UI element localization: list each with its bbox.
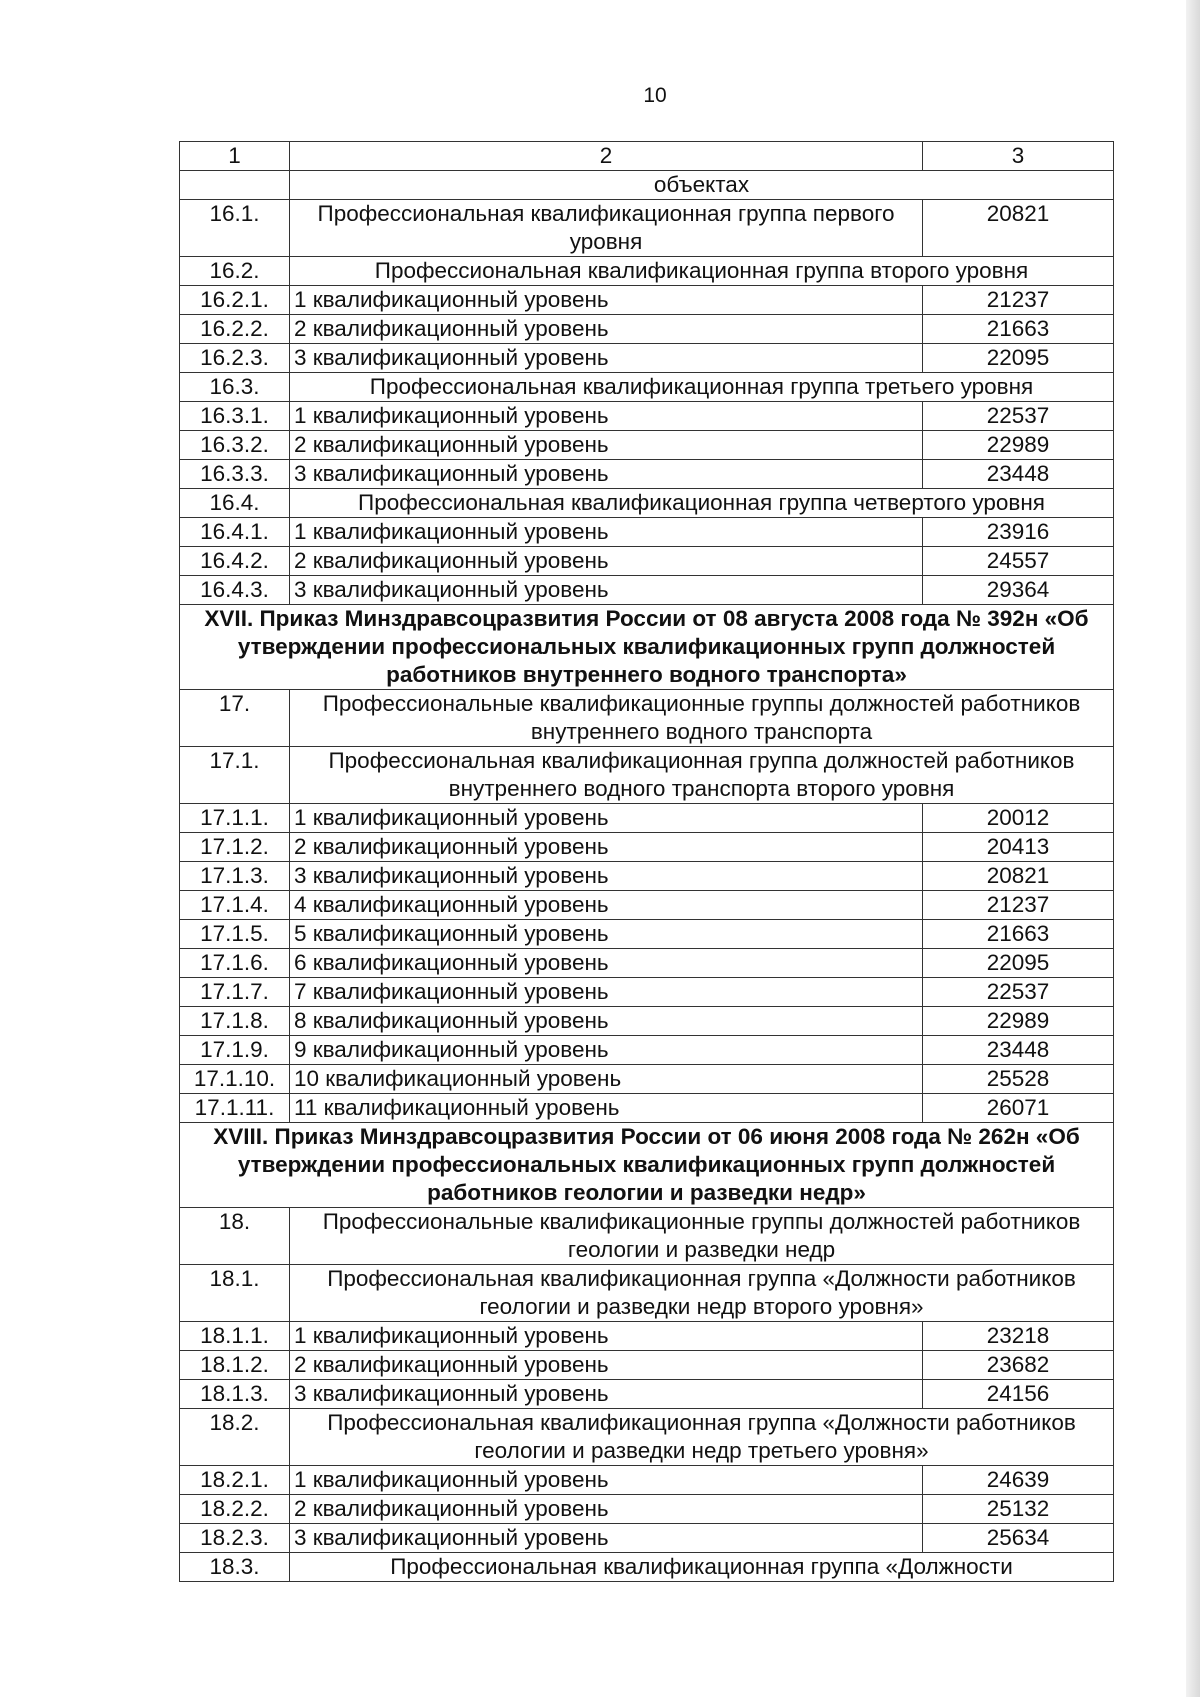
row-number: 17.1.3. — [180, 862, 290, 891]
salary-value: 22989 — [923, 431, 1114, 460]
level-row — [180, 431, 1114, 460]
row-number: 16.3.1. — [180, 402, 290, 431]
item-title: Профессиональная квалификационная группа первого уровня — [290, 200, 923, 257]
level-label: 2 квалификационный уровень — [290, 315, 923, 344]
level-label: 11 квалификационный уровень — [290, 1094, 923, 1123]
salary-value: 22537 — [923, 402, 1114, 431]
salary-value: 23448 — [923, 1036, 1114, 1065]
salary-value: 20821 — [923, 862, 1114, 891]
row-number: 18.1.3. — [180, 1380, 290, 1409]
salary-value: 21663 — [923, 315, 1114, 344]
order-title-row — [180, 605, 1114, 690]
group-title: Профессиональная квалификационная группа «Должности работников геологии и разведки недр второго уровня» — [290, 1265, 1114, 1322]
group-row — [180, 373, 1114, 402]
level-label: 1 квалификационный уровень — [290, 1466, 923, 1495]
group-row — [180, 1409, 1114, 1466]
level-label: 3 квалификационный уровень — [290, 1524, 923, 1553]
row-number: 16.2.3. — [180, 344, 290, 373]
salary-value: 24639 — [923, 1466, 1114, 1495]
continuation-text: объектах — [290, 171, 1114, 200]
row-number: 17.1.10. — [180, 1065, 290, 1094]
row-number: 18.2.2. — [180, 1495, 290, 1524]
row-number: 18.2.1. — [180, 1466, 290, 1495]
level-row — [180, 1495, 1114, 1524]
level-label: 1 квалификационный уровень — [290, 1322, 923, 1351]
level-row — [180, 1351, 1114, 1380]
level-row — [180, 1065, 1114, 1094]
level-label: 2 квалификационный уровень — [290, 1351, 923, 1380]
group-row — [180, 1208, 1114, 1265]
salary-value: 23682 — [923, 1351, 1114, 1380]
level-row — [180, 1524, 1114, 1553]
header-cell-3: 3 — [923, 142, 1114, 171]
group-title: Профессиональная квалификационная группа «Должности работников геологии и разведки недр третьего уровня» — [290, 1409, 1114, 1466]
row-number: 16.3.3. — [180, 460, 290, 489]
row-number: 16.4.1. — [180, 518, 290, 547]
row-number: 18.1.2. — [180, 1351, 290, 1380]
level-row — [180, 547, 1114, 576]
salary-value: 23916 — [923, 518, 1114, 547]
row-number: 16.4.3. — [180, 576, 290, 605]
level-row — [180, 920, 1114, 949]
level-row — [180, 286, 1114, 315]
salary-value: 26071 — [923, 1094, 1114, 1123]
salary-value: 25528 — [923, 1065, 1114, 1094]
group-row — [180, 257, 1114, 286]
level-row — [180, 518, 1114, 547]
salary-value: 20012 — [923, 804, 1114, 833]
level-row — [180, 402, 1114, 431]
group-title: Профессиональная квалификационная группа «Должности — [290, 1553, 1114, 1582]
row-number: 16.3.2. — [180, 431, 290, 460]
level-label: 1 квалификационный уровень — [290, 518, 923, 547]
group-row — [180, 1265, 1114, 1322]
level-label: 3 квалификационный уровень — [290, 460, 923, 489]
row-number: 17.1.6. — [180, 949, 290, 978]
group-row — [180, 489, 1114, 518]
row-number: 18.2.3. — [180, 1524, 290, 1553]
group-title: Профессиональные квалификационные группы должностей работников геологии и разведки недр — [290, 1208, 1114, 1265]
level-row — [180, 576, 1114, 605]
salary-value: 22095 — [923, 344, 1114, 373]
level-label: 6 квалификационный уровень — [290, 949, 923, 978]
level-row — [180, 315, 1114, 344]
row-number: 17.1.4. — [180, 891, 290, 920]
row-number: 16.2.1. — [180, 286, 290, 315]
level-label: 4 квалификационный уровень — [290, 891, 923, 920]
row-number: 17.1.9. — [180, 1036, 290, 1065]
row-number: 17.1.5. — [180, 920, 290, 949]
level-row — [180, 1380, 1114, 1409]
level-row — [180, 1466, 1114, 1495]
group-title: Профессиональная квалификационная группа третьего уровня — [290, 373, 1114, 402]
row-number: 18.2. — [180, 1409, 290, 1466]
row-number: 17.1.8. — [180, 1007, 290, 1036]
level-label: 7 квалификационный уровень — [290, 978, 923, 1007]
salary-value: 23448 — [923, 460, 1114, 489]
level-label: 10 квалификационный уровень — [290, 1065, 923, 1094]
salary-value: 23218 — [923, 1322, 1114, 1351]
salary-value: 21237 — [923, 286, 1114, 315]
level-row — [180, 949, 1114, 978]
row-number: 16.3. — [180, 373, 290, 402]
salary-value: 24557 — [923, 547, 1114, 576]
continuation-num-cell — [180, 171, 290, 200]
group-row — [180, 747, 1114, 804]
group-title: Профессиональные квалификационные группы должностей работников внутреннего водного транспорта — [290, 690, 1114, 747]
level-row — [180, 833, 1114, 862]
level-label: 3 квалификационный уровень — [290, 1380, 923, 1409]
salary-value: 20413 — [923, 833, 1114, 862]
salary-value: 25634 — [923, 1524, 1114, 1553]
level-label: 1 квалификационный уровень — [290, 286, 923, 315]
row-number: 16.4.2. — [180, 547, 290, 576]
order-title: XVII. Приказ Минздравсоцразвития России от 08 августа 2008 года № 392н «Об утверждении профессиональных квалификационных групп должностей работников внутреннего водного транспорта» — [180, 605, 1114, 690]
group-row — [180, 1553, 1114, 1582]
level-row — [180, 978, 1114, 1007]
level-label: 3 квалификационный уровень — [290, 862, 923, 891]
level-row — [180, 1322, 1114, 1351]
level-row — [180, 460, 1114, 489]
group-title: Профессиональная квалификационная группа второго уровня — [290, 257, 1114, 286]
level-label: 2 квалификационный уровень — [290, 431, 923, 460]
salary-value: 22095 — [923, 949, 1114, 978]
row-number: 17. — [180, 690, 290, 747]
level-row — [180, 1007, 1114, 1036]
group-title: Профессиональная квалификационная группа четвертого уровня — [290, 489, 1114, 518]
level-label: 1 квалификационный уровень — [290, 402, 923, 431]
salary-table — [179, 141, 1114, 1582]
row-number: 18.3. — [180, 1553, 290, 1582]
row-number: 18.1.1. — [180, 1322, 290, 1351]
row-number: 17.1.7. — [180, 978, 290, 1007]
header-cell-2: 2 — [290, 142, 923, 171]
level-label: 3 квалификационный уровень — [290, 576, 923, 605]
level-row — [180, 862, 1114, 891]
order-title-row — [180, 1123, 1114, 1208]
salary-value: 20821 — [923, 200, 1114, 257]
level-label: 1 квалификационный уровень — [290, 804, 923, 833]
row-number: 17.1.2. — [180, 833, 290, 862]
salary-table-body — [180, 142, 1114, 1582]
salary-value: 25132 — [923, 1495, 1114, 1524]
level-row — [180, 891, 1114, 920]
row-number: 16.2.2. — [180, 315, 290, 344]
level-row — [180, 1094, 1114, 1123]
salary-value: 24156 — [923, 1380, 1114, 1409]
header-cell-1: 1 — [180, 142, 290, 171]
row-number: 18. — [180, 1208, 290, 1265]
table-header-row — [180, 142, 1114, 171]
salary-value: 21237 — [923, 891, 1114, 920]
salary-value: 29364 — [923, 576, 1114, 605]
salary-value: 22989 — [923, 1007, 1114, 1036]
order-title: XVIII. Приказ Минздравсоцразвития России от 06 июня 2008 года № 262н «Об утверждении профессиональных квалификационных групп должностей работников геологии и разведки недр» — [180, 1123, 1114, 1208]
group-row — [180, 690, 1114, 747]
level-row — [180, 1036, 1114, 1065]
row-number: 17.1. — [180, 747, 290, 804]
continuation-row — [180, 171, 1114, 200]
level-row — [180, 344, 1114, 373]
salary-value: 21663 — [923, 920, 1114, 949]
scan-edge — [1186, 0, 1200, 1697]
level-label: 2 квалификационный уровень — [290, 547, 923, 576]
group-title: Профессиональная квалификационная группа должностей работников внутреннего водного транспорта второго уровня — [290, 747, 1114, 804]
level-row — [180, 804, 1114, 833]
level-label: 9 квалификационный уровень — [290, 1036, 923, 1065]
row-number: 16.2. — [180, 257, 290, 286]
row-number: 18.1. — [180, 1265, 290, 1322]
level-label: 5 квалификационный уровень — [290, 920, 923, 949]
row-number: 17.1.11. — [180, 1094, 290, 1123]
salary-value: 22537 — [923, 978, 1114, 1007]
level-label: 8 квалификационный уровень — [290, 1007, 923, 1036]
level-label: 3 квалификационный уровень — [290, 344, 923, 373]
row-number: 16.4. — [180, 489, 290, 518]
level-label: 2 квалификационный уровень — [290, 833, 923, 862]
level-label: 2 квалификационный уровень — [290, 1495, 923, 1524]
item-row — [180, 200, 1114, 257]
page-number: 10 — [643, 84, 667, 107]
row-number: 16.1. — [180, 200, 290, 257]
row-number: 17.1.1. — [180, 804, 290, 833]
